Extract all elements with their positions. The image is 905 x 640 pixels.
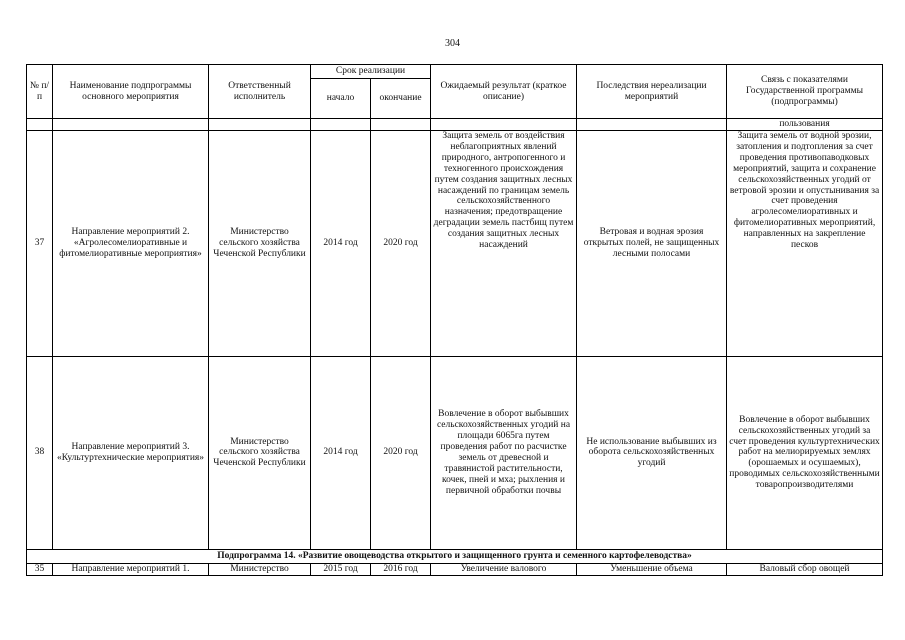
row-consequences: Уменьшение объема <box>577 563 727 575</box>
row-start: 2015 год <box>311 563 371 575</box>
row-executor: Министерство <box>209 563 311 575</box>
continuation-link: пользования <box>727 119 883 131</box>
header-result: Ожидаемый результат (краткое описание) <box>431 65 577 119</box>
continuation-row <box>27 119 883 131</box>
row-start: 2014 год <box>311 130 371 356</box>
table-row <box>27 563 883 575</box>
table-row <box>27 130 883 356</box>
header-consequences: Последствия нереализации мероприятий <box>577 65 727 119</box>
row-executor: Министерство сельского хозяйства Чеченской Республики <box>209 356 311 549</box>
header-period: Срок реализации <box>311 65 431 79</box>
row-link: Валовый сбор овощей <box>727 563 883 575</box>
header-start: начало <box>311 79 371 119</box>
row-link: Вовлечение в оборот выбывших сельскохозяйственных угодий за счет проведения культуртехнических работ на мелиорируемых землях (орошаемых и осушаемых), проводимых сельскохозяйственными товаропроизводителями <box>727 356 883 549</box>
row-result: Защита земель от воздействия неблагоприятных явлений природного, антропогенного и техногенного происхождения путем создания защитных лесных насаждений по границам земель сельскохозяйственного назначения; предотвращение деградации земель пастбищ путем создания защитных лесных насаждений <box>431 130 577 356</box>
row-end: 2020 год <box>371 130 431 356</box>
row-consequences: Ветровая и водная эрозия открытых полей, не защищенных лесными полосами <box>577 130 727 356</box>
page-number: 304 <box>445 38 460 49</box>
row-num: 37 <box>27 130 53 356</box>
row-executor: Министерство сельского хозяйства Чеченской Республики <box>209 130 311 356</box>
table-row <box>27 356 883 549</box>
header-name: Наименование подпрограммы основного мероприятия <box>53 65 209 119</box>
row-result: Вовлечение в оборот выбывших сельскохозяйственных угодий на площади 6065га путем проведения работ по расчистке земель от древесной и травянистой растительности, кочек, пней и мха; рыхления и первичной обработки почвы <box>431 356 577 549</box>
row-end: 2016 год <box>371 563 431 575</box>
row-start: 2014 год <box>311 356 371 549</box>
row-link: Защита земель от водной эрозии, затопления и подтопления за счет проведения противопаводковых мероприятий, защита и сохранение сельскохозяйственных угодий от ветровой эрозии и опустынивания за счет проведения агролесомелиоративных и фитомелиоративных мероприятий, направленных на закрепление песков <box>727 130 883 356</box>
header-row <box>27 65 883 79</box>
row-name: Направление мероприятий 3. «Культуртехнические мероприятия» <box>53 356 209 549</box>
row-consequences: Не использование выбывших из оборота сельскохозяйственных угодий <box>577 356 727 549</box>
header-executor: Ответственный исполнитель <box>209 65 311 119</box>
row-name: Направление мероприятий 1. <box>53 563 209 575</box>
program-table <box>26 64 883 576</box>
header-link: Связь с показателями Государственной программы (подпрограммы) <box>727 65 883 119</box>
row-end: 2020 год <box>371 356 431 549</box>
subprogram-row <box>27 549 883 563</box>
header-num: № п/п <box>27 65 53 119</box>
row-num: 35 <box>27 563 53 575</box>
row-name: Направление мероприятий 2. «Агролесомелиоративные и фитомелиоративные мероприятия» <box>53 130 209 356</box>
header-end: окончание <box>371 79 431 119</box>
row-num: 38 <box>27 356 53 549</box>
subprogram-title: Подпрограмма 14. «Развитие овощеводства открытого и защищенного грунта и семенного картофелеводства» <box>27 549 883 563</box>
row-result: Увеличение валового <box>431 563 577 575</box>
